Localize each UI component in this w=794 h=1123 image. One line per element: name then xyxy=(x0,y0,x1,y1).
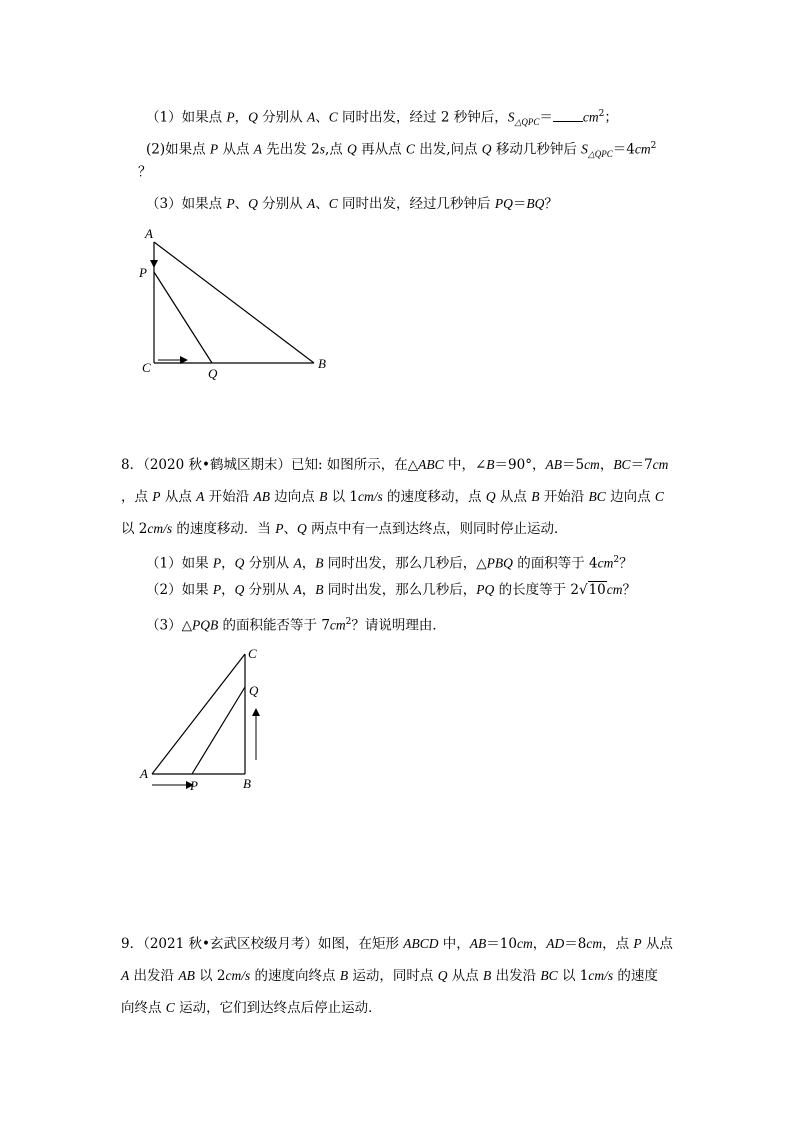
text: 出发,问点 xyxy=(414,141,482,158)
text: 再从点 xyxy=(356,141,406,158)
var: A xyxy=(121,968,130,983)
text: 边向点 xyxy=(269,489,320,505)
p7-question-2-cont xyxy=(138,162,152,182)
var: A xyxy=(293,555,302,571)
unit: cm/s xyxy=(225,968,251,983)
text: (2)如果点 xyxy=(146,141,210,158)
text: ， xyxy=(221,555,235,572)
text: 、 xyxy=(315,196,329,212)
subscript: △QPC xyxy=(587,149,613,160)
var: P xyxy=(212,555,222,571)
unit: cm xyxy=(597,555,614,571)
label-C: C xyxy=(142,360,151,375)
var: PBQ xyxy=(486,555,513,571)
unit: cm xyxy=(606,582,623,597)
var: Q xyxy=(347,141,357,157)
unit: cm xyxy=(516,936,533,951)
text: ，点 xyxy=(121,489,153,505)
text: 、 xyxy=(283,521,297,537)
superscript: 2 xyxy=(598,109,605,119)
text: 运动，同时点 xyxy=(348,968,438,984)
var: Q xyxy=(485,489,496,504)
var: Q xyxy=(234,582,245,597)
var: P xyxy=(152,489,161,504)
text: 的面积能否等于 7 xyxy=(218,617,330,634)
p9-stem-line-1 xyxy=(121,934,673,954)
text: ＝ xyxy=(539,109,553,126)
text: 的速度移动，点 xyxy=(382,489,486,505)
text: ＝ xyxy=(512,196,527,212)
var: BC xyxy=(588,489,606,504)
text: （1）如果点 xyxy=(146,109,227,126)
var: Q xyxy=(248,109,258,125)
text: ？ xyxy=(622,582,636,598)
text: 中，∠ xyxy=(443,457,487,473)
var: C xyxy=(328,109,338,125)
superscript: 2 xyxy=(650,141,657,151)
p7-question-1 xyxy=(146,104,618,132)
var: P xyxy=(209,141,219,157)
text: ， xyxy=(532,936,547,952)
subscript: △QPC xyxy=(514,117,540,128)
text: ？ xyxy=(619,555,633,572)
text: 出发沿 xyxy=(491,968,541,984)
text: （2）如果 xyxy=(146,582,213,598)
text: ， xyxy=(234,109,249,126)
p8-stem-line-1 xyxy=(121,455,668,475)
text: ＝4 xyxy=(612,141,635,158)
unit: cm xyxy=(584,457,600,472)
unit: cm xyxy=(652,457,669,472)
var: B xyxy=(486,457,495,472)
text: 两点中有一点到达终点，则同时停止运动． xyxy=(306,521,568,537)
var: A xyxy=(196,489,205,504)
text: 8．（2020 秋•鹤城区期末）已知: 如图所示，在△ xyxy=(121,457,419,473)
text: ？请说明理由． xyxy=(351,617,446,634)
text: 9．（2021 秋•玄武区校级月考）如图，在矩形 xyxy=(121,936,404,952)
var: BC xyxy=(540,968,558,983)
var: A xyxy=(306,109,316,125)
radicand: 10 xyxy=(588,582,606,598)
text: 以 1 xyxy=(557,968,589,984)
text: 分别从 xyxy=(257,109,307,126)
var: Q xyxy=(248,196,258,211)
var: AD xyxy=(546,936,565,951)
var: Q xyxy=(481,141,492,157)
text: ， xyxy=(599,457,614,473)
p7-triangle-figure xyxy=(130,220,350,390)
var: C xyxy=(328,196,338,211)
text: 开始沿 xyxy=(539,489,589,505)
var: AB xyxy=(545,457,562,472)
var: P xyxy=(212,582,222,597)
p8-question-3 xyxy=(146,612,446,636)
text: ， xyxy=(221,582,235,598)
var: B xyxy=(483,968,492,983)
segment-AB xyxy=(154,242,314,363)
text: （3）△ xyxy=(146,617,192,634)
var: B xyxy=(319,489,328,504)
var: S xyxy=(507,109,515,125)
superscript: 2 xyxy=(613,555,620,565)
text: （3）如果点 xyxy=(146,196,227,212)
unit: cm xyxy=(634,141,651,157)
answer-blank[interactable] xyxy=(553,108,583,122)
text: ， xyxy=(301,555,316,572)
arrow-up-icon xyxy=(252,708,260,716)
text: 开始沿 xyxy=(204,489,254,505)
text: ＝8 xyxy=(564,936,587,952)
text: ， xyxy=(301,582,316,598)
text: 出发沿 xyxy=(129,968,179,984)
var: BC xyxy=(613,457,631,472)
var: C xyxy=(654,489,664,504)
var: B xyxy=(315,582,324,597)
text: 以 1 xyxy=(327,489,358,505)
label-Q: Q xyxy=(249,683,259,698)
superscript: 2 xyxy=(345,617,352,627)
var: ABCD xyxy=(403,936,439,951)
var: ABC xyxy=(418,457,444,472)
text: 的速度移动．当 xyxy=(172,521,276,537)
text: 的长度等于 2 xyxy=(494,582,579,598)
text: ？ xyxy=(138,164,152,180)
text: 以 2 xyxy=(121,521,148,537)
text: 从点 xyxy=(447,968,484,984)
text: ＝5 xyxy=(561,457,585,473)
p9-stem-line-2 xyxy=(121,966,658,986)
text: ＝10 xyxy=(486,936,517,952)
var: AB xyxy=(469,936,487,951)
text: 的速度向终点 xyxy=(250,968,340,984)
var: PQ xyxy=(476,582,495,597)
sqrt-sign-icon: √ xyxy=(578,582,588,598)
text: 、 xyxy=(234,196,249,212)
label-C: C xyxy=(248,646,257,661)
var: P xyxy=(633,936,642,951)
var: S xyxy=(581,141,588,157)
var: AB xyxy=(253,489,270,504)
text: ，点 xyxy=(602,936,634,952)
text: 中， xyxy=(438,936,470,952)
var: BQ xyxy=(526,196,545,211)
var: PQB xyxy=(191,617,219,633)
text: ,点 xyxy=(324,141,348,158)
unit: cm/s xyxy=(147,521,173,536)
text: 同时出发，那么几秒后， xyxy=(323,582,477,598)
unit: cm xyxy=(586,936,603,951)
unit: cm/s xyxy=(588,968,614,983)
text: 分别从 xyxy=(244,555,294,572)
text: （1）如果 xyxy=(146,555,213,572)
arrow-down-icon xyxy=(150,260,158,268)
var: P xyxy=(226,196,235,211)
p7-question-2 xyxy=(146,136,656,164)
text: 、 xyxy=(315,109,329,126)
var: B xyxy=(531,489,540,504)
var: B xyxy=(339,968,349,983)
text: ； xyxy=(604,109,618,126)
text: 从点 xyxy=(218,141,254,158)
var: A xyxy=(306,196,316,211)
text: 的速度 xyxy=(613,968,658,984)
text: 运动，它们到达终点后停止运动． xyxy=(174,1000,382,1016)
p8-triangle-figure xyxy=(130,640,290,800)
label-P: P xyxy=(139,265,147,280)
text: 先出发 2 xyxy=(262,141,320,158)
var: Q xyxy=(296,521,307,536)
text: 移动几秒钟后 xyxy=(491,141,582,158)
var: C xyxy=(165,1000,175,1015)
segment-AC xyxy=(152,654,245,774)
var: Q xyxy=(234,555,245,571)
text: 分别从 xyxy=(244,582,294,598)
text: 分别从 xyxy=(257,196,307,212)
label-P: P xyxy=(190,778,198,793)
unit: cm xyxy=(329,617,346,633)
unit: cm/s xyxy=(358,489,383,504)
label-B: B xyxy=(318,356,326,371)
text: 边向点 xyxy=(605,489,655,505)
text: 从点 xyxy=(495,489,532,505)
text: ＝90°， xyxy=(494,457,546,473)
unit: cm xyxy=(582,109,599,125)
text: 从点 xyxy=(641,936,673,952)
text: 以 2 xyxy=(194,968,226,984)
var: Q xyxy=(437,968,448,983)
var: AB xyxy=(178,968,195,983)
var: B xyxy=(315,555,324,571)
label-A: A xyxy=(140,766,148,781)
segment-PQ xyxy=(154,272,212,363)
p8-stem-line-3 xyxy=(121,519,568,539)
unit: s xyxy=(319,141,325,157)
p9-stem-line-3 xyxy=(121,998,382,1018)
text: 从点 xyxy=(160,489,197,505)
text: 向终点 xyxy=(121,1000,166,1016)
p8-question-2 xyxy=(146,580,636,600)
label-B: B xyxy=(243,776,251,791)
p7-question-3 xyxy=(146,194,558,214)
var: PQ xyxy=(494,196,513,211)
text: ？ xyxy=(544,196,558,212)
segment-PQ xyxy=(192,687,245,774)
label-A: A xyxy=(145,226,153,241)
var: C xyxy=(405,141,415,157)
text: 同时出发，经过 2 秒钟后， xyxy=(337,109,508,126)
text: 的面积等于 4 xyxy=(512,555,598,572)
p8-stem-line-2 xyxy=(121,487,664,507)
var: A xyxy=(253,141,263,157)
var: A xyxy=(293,582,302,597)
var: P xyxy=(275,521,284,536)
label-Q: Q xyxy=(208,366,218,381)
text: 同时出发，那么几秒后，△ xyxy=(323,555,487,572)
text: ＝7 xyxy=(630,457,653,473)
var: P xyxy=(226,109,235,125)
text: 同时出发，经过几秒钟后 xyxy=(337,196,495,212)
p8-question-1 xyxy=(146,550,633,574)
